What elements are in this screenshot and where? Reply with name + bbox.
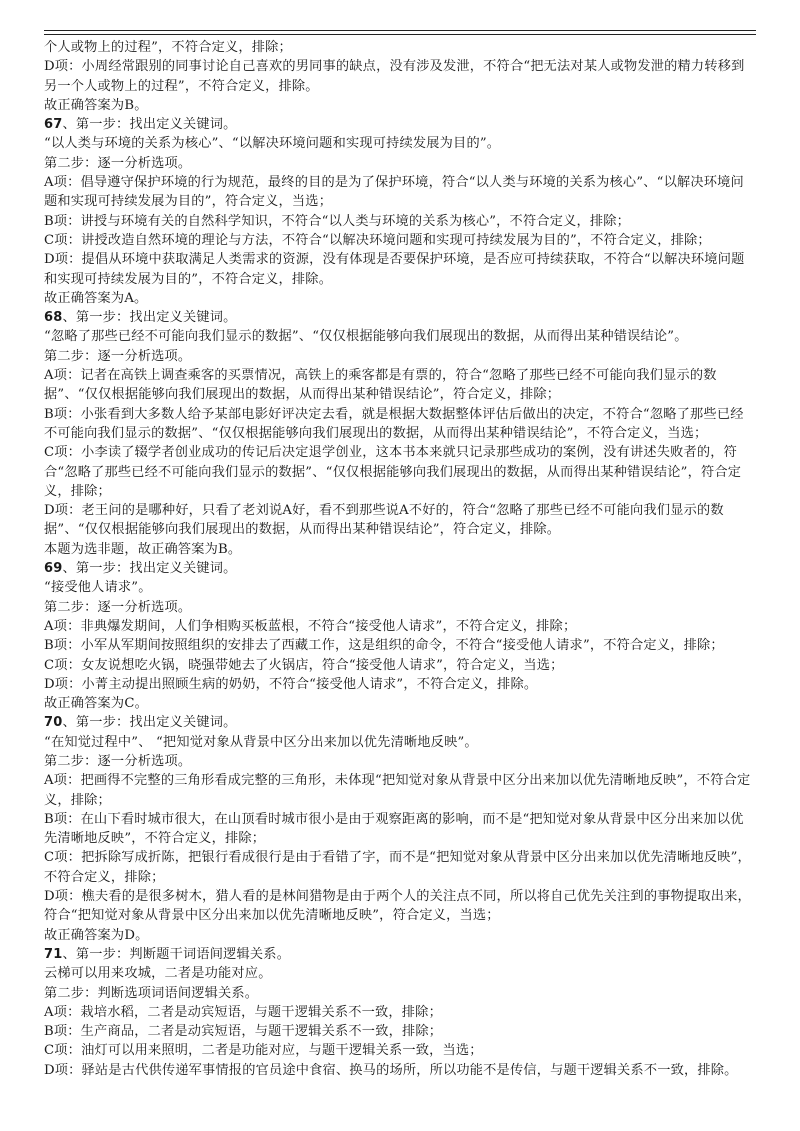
option-b-line: B项：小张看到大多数人给予某部电影好评决定去看，就是根据大数据整体评估后做出的决定，不符合“忽略了那些已经不可能向我们显示的数据”、“仅仅根据能够向我们展现出的数据，从而得出某种错误结论”，不符合定义，当选； <box>44 406 744 441</box>
option-c-line: C项：小李读了辍学者创业成功的传记后决定退学创业，这本书本来就只记录那些成功的案例，没有讲述失败者的，符合“忽略了那些已经不可能向我们显示的数据”、“仅仅根据能够向我们展现出的数据，从而得出某种错误结论”，符合定义，排除； <box>44 445 742 499</box>
answer-line: 故正确答案为D。 <box>44 927 149 943</box>
step-heading: 、第一步：找出定义关键词。 <box>62 310 237 326</box>
question-number: 70 <box>44 715 63 731</box>
question-70-explanation <box>44 713 756 945</box>
header-rule-bottom <box>44 34 756 35</box>
question-number: 68 <box>44 310 63 326</box>
option-a-line: A项：记者在高铁上调查乘客的买票情况，高铁上的乘客都是有票的，符合“忽略了那些已经不可能向我们显示的数据”、“仅仅根据能够向我们展现出的数据，从而得出某种错误结论”，符合定义，排除； <box>44 368 717 403</box>
relation-line: 云梯可以用来攻城，二者是功能对应。 <box>44 966 272 982</box>
keywords-line: “忽略了那些已经不可能向我们显示的数据”、“仅仅根据能够向我们展现出的数据，从而得出某种错误结论”。 <box>44 329 688 345</box>
option-c-line: C项：油灯可以用来照明，二者是功能对应，与题干逻辑关系一致，当选； <box>44 1043 483 1059</box>
option-d-line: D项：老王问的是哪种好，只看了老刘说A好，看不到那些说A不好的，符合“忽略了那些已经不可能向我们显示的数据”、“仅仅根据能够向我们展现出的数据，从而得出某种错误结论”，符合定义，排除。 <box>44 503 724 538</box>
question-number: 69 <box>44 561 63 577</box>
header-rule-top <box>44 30 756 31</box>
step-two-line: 第二步：逐一分析选项。 <box>44 599 192 615</box>
option-a-line: A项：把画得不完整的三角形看成完整的三角形，未体现“把知觉对象从背景中区分出来加以优先清晰地反映”，不符合定义，排除； <box>44 773 751 808</box>
question-68-explanation <box>44 308 756 559</box>
question-67-explanation <box>44 115 756 308</box>
step-heading: 、第一步：找出定义关键词。 <box>62 117 237 133</box>
keywords-line: “接受他人请求”。 <box>44 580 152 596</box>
answer-explanations <box>44 38 756 1080</box>
answer-line: 故正确答案为C。 <box>44 696 149 712</box>
step-heading: 、第一步：找出定义关键词。 <box>62 561 237 577</box>
option-d-line: D项：小周经常跟别的同事讨论自己喜欢的男同事的缺点，没有涉及发泄，不符合“把无法对某人或物发泄的精力转移到另一个人或物上的过程”，不符合定义，排除。 <box>44 59 745 94</box>
section-continued <box>44 38 756 115</box>
question-number: 71 <box>44 946 63 962</box>
option-d-line: D项：樵夫看的是很多树木，猎人看的是林间猎物是由于两个人的关注点不同，所以将自己优先关注到的事物提取出来，符合“把知觉对象从背景中区分出来加以优先清晰地反映”，符合定义，当选； <box>44 889 751 924</box>
step-two-line: 第二步：逐一分析选项。 <box>44 155 192 171</box>
text-line: 个人或物上的过程”，不符合定义，排除； <box>44 40 292 55</box>
step-heading: 、第一步：判断题干词语间逻辑关系。 <box>62 946 291 962</box>
option-b-line: B项：在山下看时城市很大，在山顶看时城市很小是由于观察距离的影响，而不是“把知觉对象从背景中区分出来加以优先清晰地反映”，不符合定义，排除； <box>44 811 744 847</box>
option-d-line: D项：小菁主动提出照顾生病的奶奶，不符合“接受他人请求”，不符合定义，排除。 <box>44 676 538 692</box>
question-heading <box>44 308 756 327</box>
question-69-explanation <box>44 559 756 713</box>
question-heading <box>44 559 756 578</box>
option-b-line: B项：小军从军期间按照组织的安排去了西藏工作，这是组织的命令，不符合“接受他人请求”，不符合定义，排除； <box>44 638 724 654</box>
question-71-explanation <box>44 945 756 1080</box>
option-c-line: C项：女友说想吃火锅，晓强带她去了火锅店，符合“接受他人请求”，符合定义，当选； <box>44 657 564 673</box>
option-d-line: D项：提倡从环境中获取满足人类需求的资源，没有体现是否要保护环境，是否应可持续获取，不符合“以解决环境问题和实现可持续发展为目的”，不符合定义，排除。 <box>44 252 745 287</box>
question-heading <box>44 945 756 964</box>
keywords-line: “在知觉过程中”、 “把知觉对象从背景中区分出来加以优先清晰地反映”。 <box>44 734 478 750</box>
option-c-line: C项：把拆除写成折陈，把银行看成很行是由于看错了字，而不是“把知觉对象从背景中区分出来加以优先清晰地反映”，不符合定义，排除； <box>44 850 751 885</box>
question-heading <box>44 115 756 134</box>
option-b-line: B项：讲授与环境有关的自然科学知识，不符合“以人类与环境的关系为核心”，不符合定义，排除； <box>44 213 631 229</box>
answer-line: 本题为选非题，故正确答案为B。 <box>44 541 242 557</box>
step-heading: 、第一步：找出定义关键词。 <box>62 715 237 731</box>
option-c-line: C项：讲授改造自然环境的理论与方法，不符合“以解决环境问题和实现可持续发展为目的”，不符合定义，排除； <box>44 232 711 248</box>
question-heading <box>44 713 756 732</box>
option-d-line: D项：驿站是古代供传递军事情报的官员途中食宿、换马的场所，所以功能不是传信，与题干逻辑关系不一致，排除。 <box>44 1062 738 1078</box>
option-a-line: A项：倡导遵守保护环境的行为规范，最终的目的是为了保护环境，符合“以人类与环境的关系为核心”、“以解决环境问题和实现可持续发展为目的”，符合定义，当选； <box>44 175 744 210</box>
answer-line: 故正确答案为B。 <box>44 97 148 113</box>
step-two-line: 第二步：逐一分析选项。 <box>44 348 192 364</box>
keywords-line: “以人类与环境的关系为核心”、“以解决环境问题和实现可持续发展为目的”。 <box>44 136 501 152</box>
answer-line: 故正确答案为A。 <box>44 290 148 306</box>
option-b-line: B项：生产商品，二者是动宾短语，与题干逻辑关系不一致，排除； <box>44 1024 443 1040</box>
question-number: 67 <box>44 117 63 133</box>
step-two-line: 第二步：逐一分析选项。 <box>44 753 192 769</box>
option-a-line: A项：栽培水稻，二者是动宾短语，与题干逻辑关系不一致，排除； <box>44 1004 442 1020</box>
step-two-line: 第二步：判断选项词语间逻辑关系。 <box>44 985 259 1001</box>
option-a-line: A项：非典爆发期间，人们争相购买板蓝根，不符合“接受他人请求”，不符合定义，排除； <box>44 618 577 634</box>
